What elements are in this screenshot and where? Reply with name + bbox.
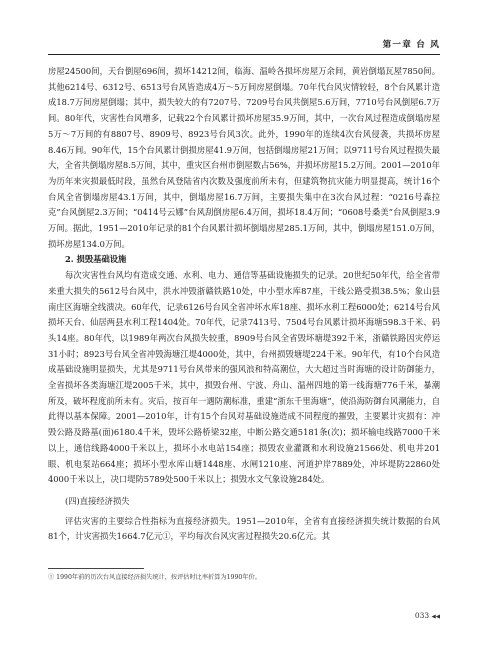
paragraph-infrastructure: 每次灾害性台风均有造成交通、水利、电力、通信等基础设施损失的记录。20世纪50年代，给全省带来重大损失的5612号台风中，洪水冲毁浙赣铁路10处，中小型水库87座，干线公路受损38.5%；象山县南庄区海塘全线溃决。60年代，记录6126号台风全省冲坏水库18座、损坏水利工程6000处；6214号台风损坏天台、仙居两县水利工程1404处。70年代，记录7413号、7504号台风累计损坏海塘598.3千米、码头14座。80年代，以1989年两次台风损失较重，8909号台风全省毁坏塘堤392千米，浙赣铁路因灾停运31小时；8923号台风全省冲毁海塘江堤4000处，其中，台州损毁塘堤224千米。90年代，有10个台风造成基础设施明显损失，尤其是9711号台风带来的强风浪和特高潮位，大大超过当时海塘的设计防御能力，全省损坏各类海塘江堤2005千米，其中，损毁台州、宁波、舟山、温州四地的第一线海塘776千米，暴潮所及，破坏程度前所未有。灾后，按百年一遇防潮标准，重建“浙东千里海塘”，使沿海防御台风潮能力，自此得以基本保障。2001—2010年，计有15个台风对基础设施造成不同程度的摧毁，主要累计灾损有：冲毁公路及路基(面)6180.4千米，毁坏公路桥梁32座，中断公路交通5181条(次)；损坏输电线路7000千米以上，通信线路4000千米以上，损坏小水电站154座；损毁农业灌溉和水利设施21566处、机电井201眼、机电泵站664座；损坏小型水库山塘1448座、水闸1210座、河道护岸7889处，冲坏堤防22860处4000千米以上，决口堤防5789处500千米以上；损毁水文气象设施284处。	[48, 270, 440, 485]
paragraph-housing-damage: 房屋24500间，天台倒屋696间，损坏14212间，临海、温岭各损坏房屋万余间，黄岩倒塌瓦屋7850间。其他6214号、6312号、6513号台风皆造成4万～5万间房屋倒塌。70年代台风灾情较轻，8个台风累计造成18.7万间房屋倒塌；其中，损失较大的有7207号、7209号台风共倒屋5.6万间，7710号台风倒屋6.7万间。80年代，灾害性台风增多，记载22个台风累计损坏房屋35.9万间，其中，一次台风过程造成倒塌房屋5万～7万间的有8807号、8909号、8923号台风3次。此外，1990年的连续4次台风侵袭，共损坏房屋8.46万间。90年代，15个台风累计倒损房屋41.9万间，包括倒塌房屋21万间；以9711号台风过程损失最大，全省共倒塌房屋8.5万间，其中，重灾区台州市倒屋数占56%，并损坏房屋15.2万间。2001—2010年为历年来灾损最低时段，虽然台风登陆省内次数及强度前所未有，但建筑物抗灾能力明显提高，统计16个台风全省倒塌房屋43.1万间，其中，倒塌房屋16.7万间，主要损失集中在3次台风过程：“0216号森拉克”台风倒屋2.3万间；“0414号云娜”台风刮倒房屋6.4万间，损坏18.4万间；“0608号桑美”台风倒屋3.9万间。据此，1951—2010年记录的81个台风累计损坏倒塌房屋285.1万间，其中，倒塌房屋151.0万间，损坏房屋134.0万间。	[48, 66, 440, 249]
paragraph-economic-loss: 评估灾害的主要综合性指标为直接经济损失。1951—2010年，全省有直接经济损失统计数据的台风81个，计灾害损失1664.7亿元①，平均每次台风灾害过程损失20.6亿元。其	[48, 515, 440, 542]
page-number-mark: ◀◀	[431, 614, 440, 620]
footnote: ① 1990年前的历次台风直接经济损失统计，按评估时比率折算为1990年价。	[48, 574, 261, 581]
section-heading-infrastructure: 2. 损毁基础设施	[65, 254, 127, 265]
section-heading-economic-loss: (四)直接经济损失	[65, 495, 130, 506]
page-number	[415, 611, 440, 620]
page-number-value: 033	[414, 611, 430, 620]
footnote-rule	[48, 568, 144, 569]
running-header: 第一章 台 风	[382, 40, 440, 50]
header-rule	[48, 54, 440, 55]
page-body	[48, 64, 440, 545]
